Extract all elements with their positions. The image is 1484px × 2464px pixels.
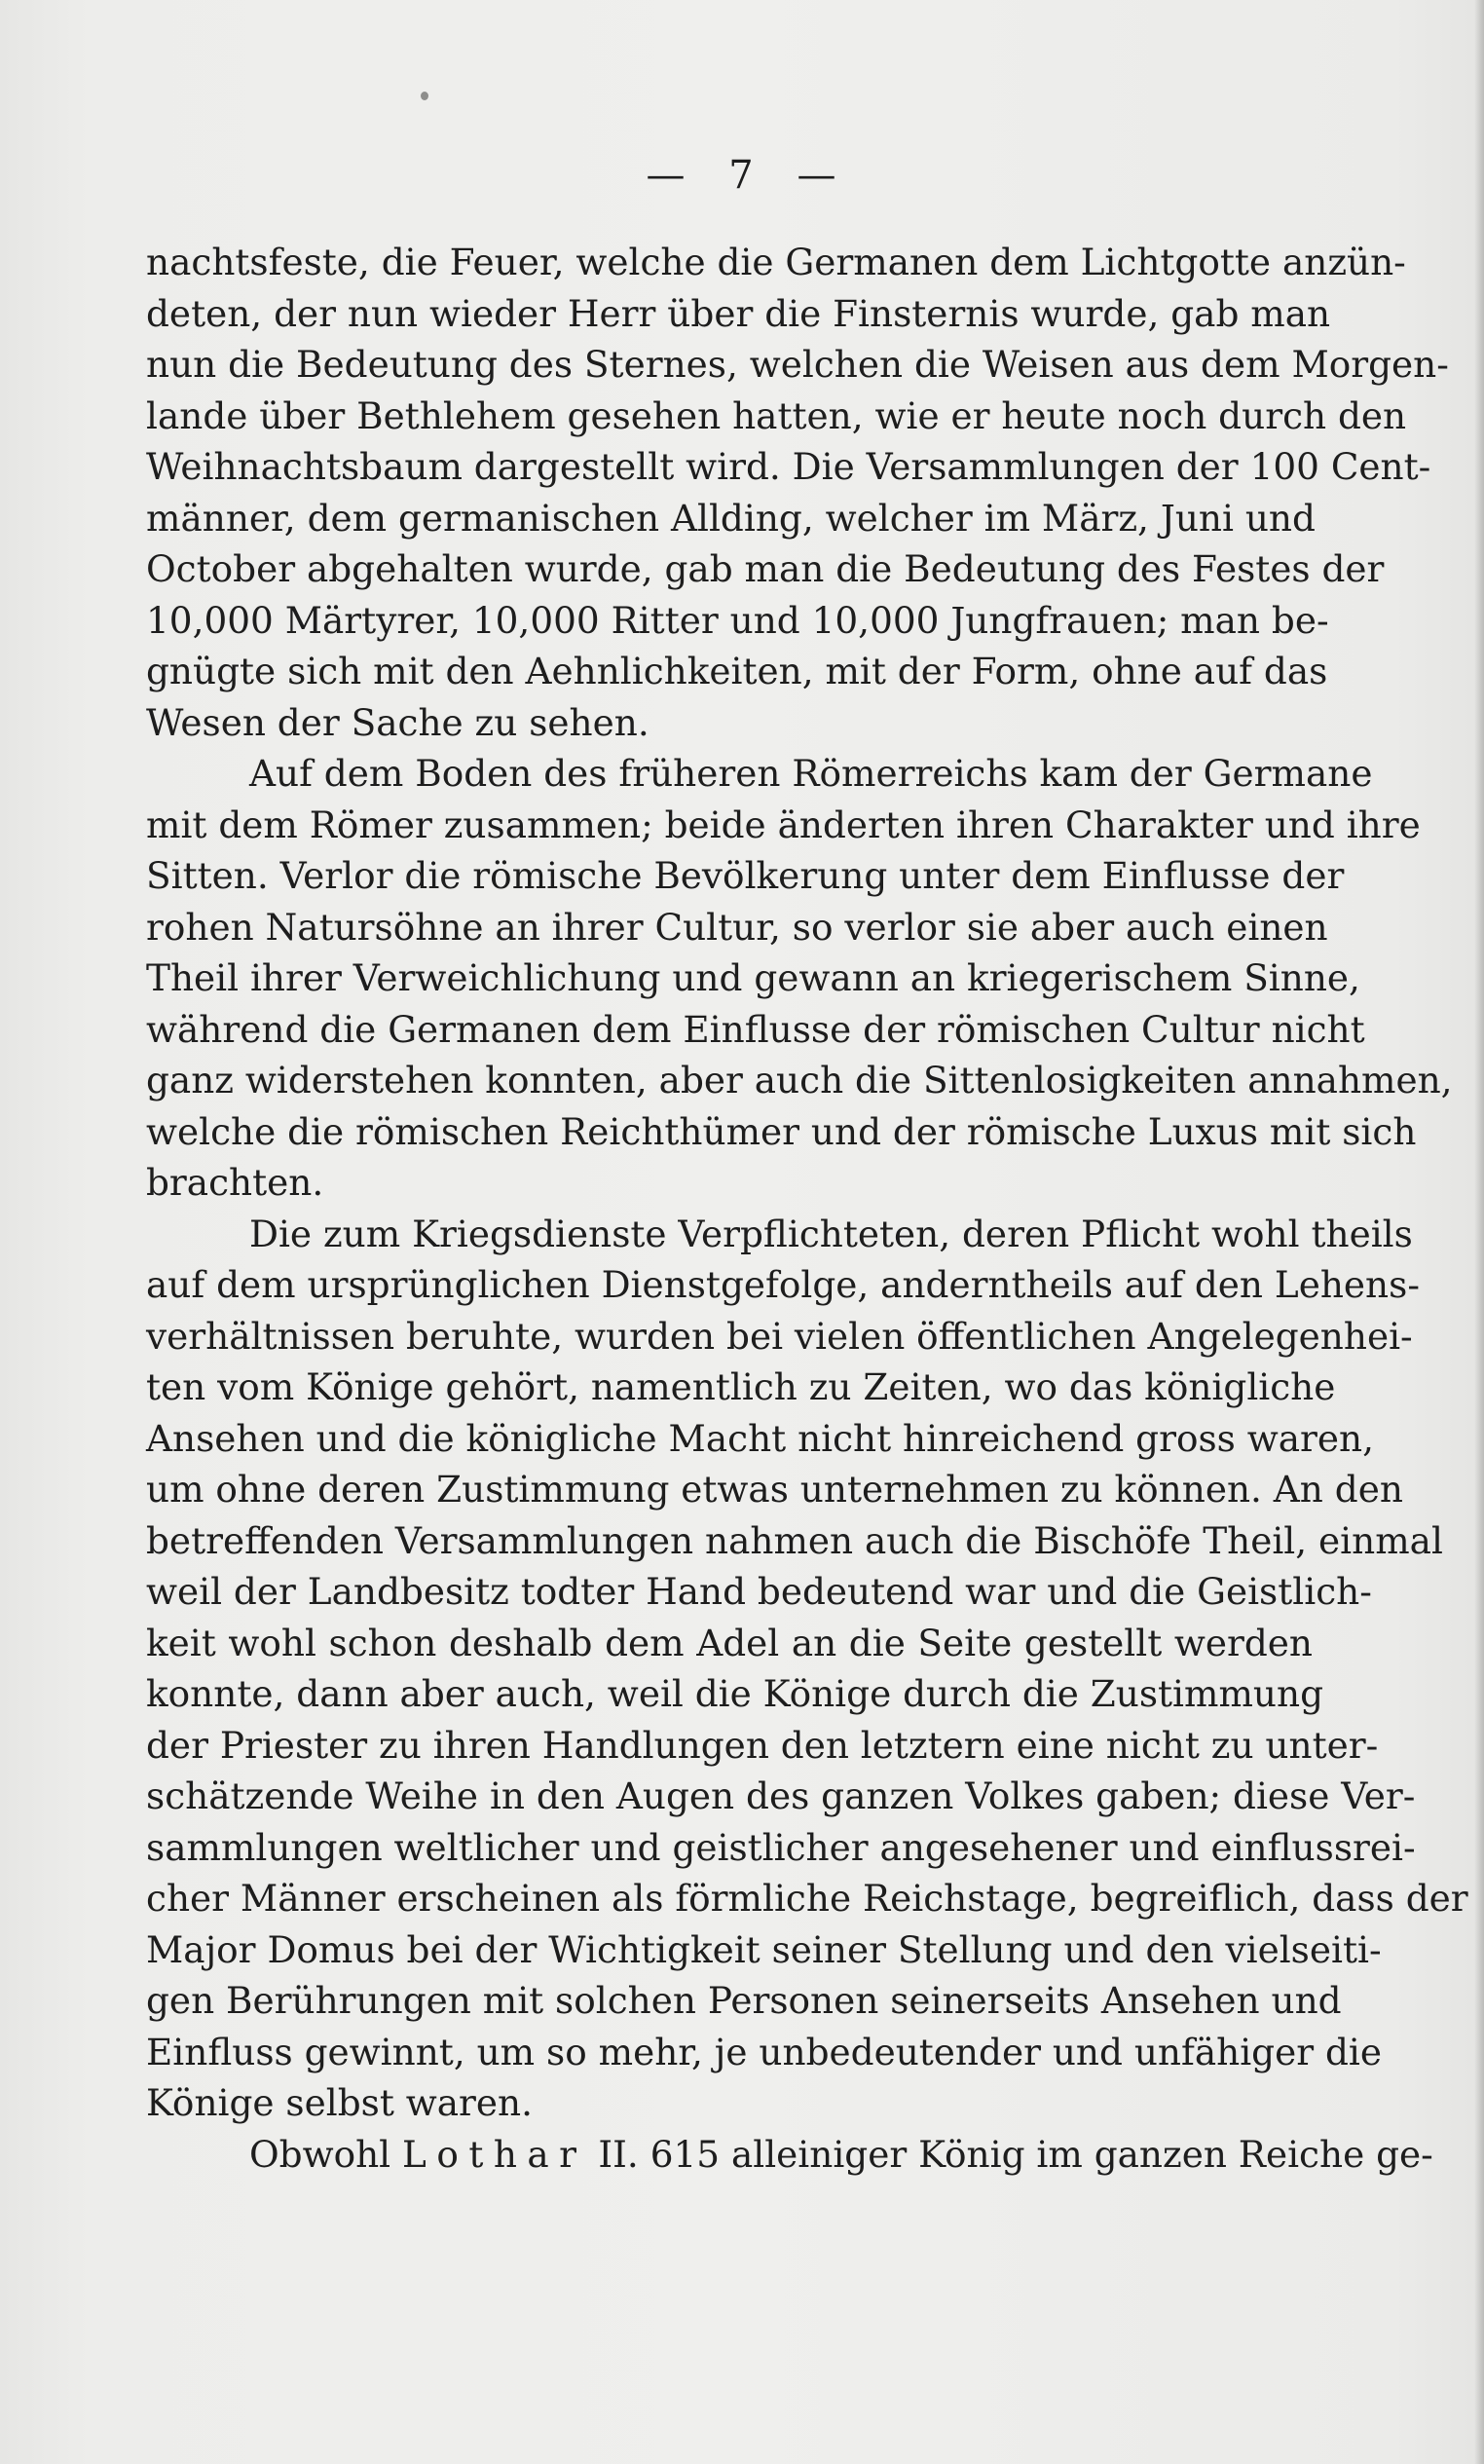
line-remainder: II. 615 alleiniger König im ganzen Reiche ge- xyxy=(598,2132,1433,2176)
page-number: 7 xyxy=(728,153,756,198)
text-line: mit dem Römer zusammen; beide änderten ihren Charakter und ihre xyxy=(146,803,1421,846)
text-line: Ansehen und die königliche Macht nicht hinreichend gross waren, xyxy=(146,1416,1375,1460)
text-line: brachten. xyxy=(146,1161,324,1204)
page-header xyxy=(0,146,1484,205)
text-line: gen Berührungen mit solchen Personen seinerseits Ansehen und xyxy=(146,1979,1342,2022)
word-obwohl: Obwohl xyxy=(249,2132,391,2176)
text-line: keit wohl schon deshalb dem Adel an die Seite gestellt werden xyxy=(146,1621,1313,1664)
text-line: Einfluss gewinnt, um so mehr, je unbedeutender und unfähiger die xyxy=(146,2030,1382,2073)
paragraph-3 xyxy=(146,1209,1468,2129)
page-edge-shadow xyxy=(1474,0,1484,2464)
spaced-name-lothar: Lothar xyxy=(402,2132,587,2176)
text-line xyxy=(146,2129,1433,2181)
text-line: schätzende Weihe in den Augen des ganzen Volkes gaben; diese Ver- xyxy=(146,1774,1416,1817)
header-dash-left: — xyxy=(646,153,687,198)
text-line: gnügte sich mit den Aehnlichkeiten, mit der Form, ohne auf das xyxy=(146,650,1328,692)
text-line: welche die römischen Reichthümer und der römische Luxus mit sich xyxy=(146,1109,1417,1153)
text-line: verhältnissen beruhte, wurden bei vielen öffentlichen Angelegenhei- xyxy=(146,1314,1413,1358)
text-line: weil der Landbesitz todter Hand bedeutend war und die Geistlich- xyxy=(146,1570,1372,1613)
text-line: Könige selbst waren. xyxy=(146,2081,534,2124)
text-line: cher Männer erscheinen als förmliche Reichstage, begreiflich, dass der xyxy=(146,1877,1468,1920)
header-dash-right: — xyxy=(797,153,838,198)
text-line: lande über Bethlehem gesehen hatten, wie er heute noch durch den xyxy=(146,393,1407,437)
text-line: Auf dem Boden des früheren Römerreichs kam der Germane xyxy=(249,752,1373,795)
text-line: der Priester zu ihren Handlungen den letztern eine nicht zu unter- xyxy=(146,1723,1379,1767)
paragraph-4 xyxy=(146,2129,1433,2181)
paragraph-1 xyxy=(146,237,1449,748)
text-line: nachtsfeste, die Feuer, welche die Germanen dem Lichtgotte anzün- xyxy=(146,241,1406,283)
text-line: Wesen der Sache zu sehen. xyxy=(146,700,649,744)
text-line: Sitten. Verlor die römische Bevölkerung unter dem Einflusse der xyxy=(146,854,1345,897)
text-line: deten, der nun wieder Herr über die Finsternis wurde, gab man xyxy=(146,291,1331,335)
text-line: Weihnachtsbaum dargestellt wird. Die Versammlungen der 100 Cent- xyxy=(146,445,1431,488)
text-line: um ohne deren Zustimmung etwas unternehmen zu können. An den xyxy=(146,1468,1403,1511)
paper-speck xyxy=(421,92,428,100)
text-line: October abgehalten wurde, gab man die Bedeutung des Festes der xyxy=(146,547,1385,590)
text-line: rohen Natursöhne an ihrer Cultur, so verlor sie aber auch einen xyxy=(146,905,1328,949)
text-line: männer, dem germanischen Allding, welcher im März, Juni und xyxy=(146,496,1316,540)
paragraph-2 xyxy=(146,748,1453,1209)
body-text xyxy=(146,237,1468,2180)
text-line: Die zum Kriegsdienste Verpflichteten, deren Pflicht wohl theils xyxy=(249,1212,1413,1255)
text-line: nun die Bedeutung des Sternes, welchen die Weisen aus dem Morgen- xyxy=(146,343,1449,386)
text-line: Theil ihrer Verweichlichung und gewann an kriegerischem Sinne, xyxy=(146,956,1360,999)
text-line: ganz widerstehen konnten, aber auch die Sittenlosigkeiten annahmen, xyxy=(146,1059,1453,1101)
text-line: auf dem ursprünglichen Dienstgefolge, anderntheils auf den Lehens- xyxy=(146,1263,1420,1306)
text-line: 10,000 Märtyrer, 10,000 Ritter und 10,000 Jungfrauen; man be- xyxy=(146,598,1329,642)
text-line: während die Germanen dem Einflusse der römischen Cultur nicht xyxy=(146,1007,1365,1051)
text-line: ten vom Könige gehört, namentlich zu Zeiten, wo das königliche xyxy=(146,1365,1336,1408)
text-line: betreffenden Versammlungen nahmen auch die Bischöfe Theil, einmal xyxy=(146,1518,1443,1562)
text-line: sammlungen weltlicher und geistlicher angesehener und einflussrei- xyxy=(146,1825,1416,1869)
text-line: Major Domus bei der Wichtigkeit seiner Stellung und den vielseiti- xyxy=(146,1927,1382,1971)
text-line: konnte, dann aber auch, weil die Könige durch die Zustimmung xyxy=(146,1672,1324,1715)
